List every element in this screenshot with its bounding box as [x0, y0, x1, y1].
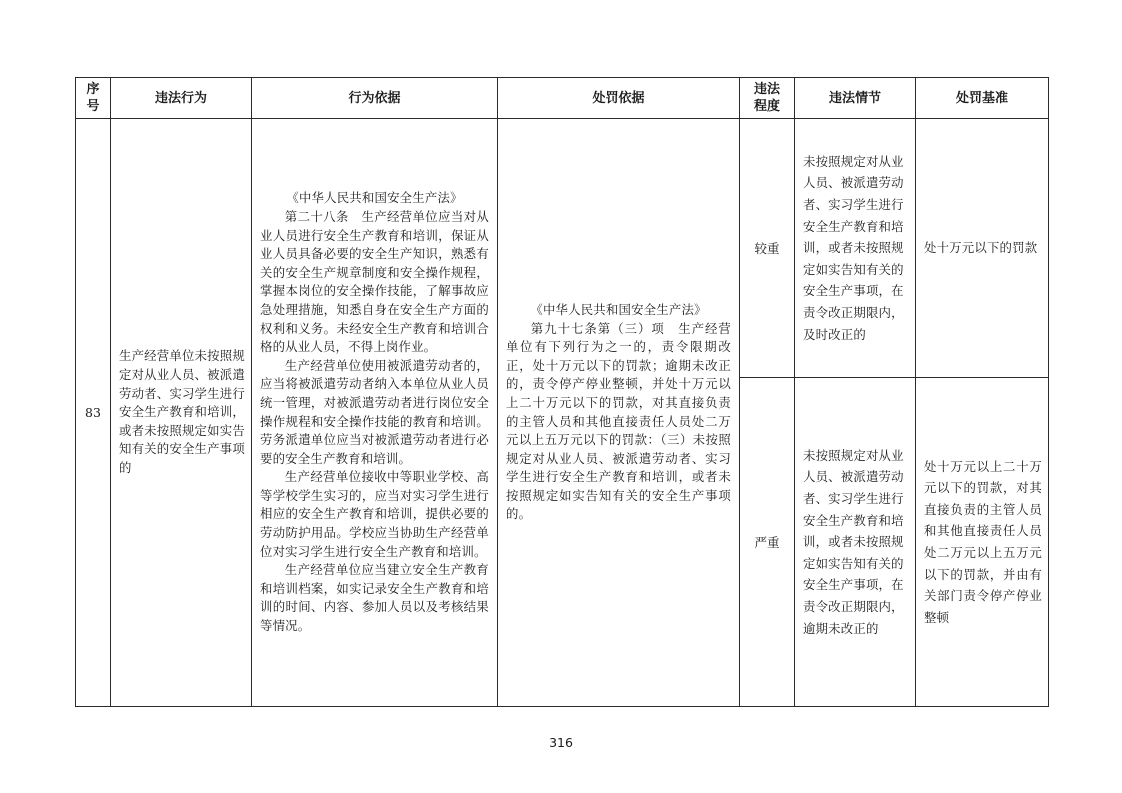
- header-degree: [740, 78, 795, 119]
- standard-cell-severe: 处十万元以上二十万元以下的罚款，对其直接负责的主管人员和其他直接责任人员处二万元以上五万元以下的罚款，并由有关部门责令停产停业整顿: [916, 378, 1049, 707]
- page-number: 316: [549, 735, 573, 750]
- seq-cell: 83: [76, 119, 111, 707]
- penalty-basis-cell: [498, 119, 740, 707]
- header-degree-label: 违法程度: [753, 82, 780, 114]
- behavior-basis-law-title: 《中华人民共和国安全生产法》: [286, 190, 463, 206]
- header-circumstance: 违法情节: [795, 78, 916, 119]
- degree-cell-severe: 严重: [740, 378, 795, 707]
- standard-cell-serious: 处十万元以下的罚款: [916, 119, 1049, 378]
- degree-cell-serious: 较重: [740, 119, 795, 378]
- table-header-row: [76, 78, 1049, 119]
- header-penalty-basis: 处罚依据: [498, 78, 740, 119]
- circumstance-cell-severe: 未按照规定对从业人员、被派遣劳动者、实习学生进行安全生产教育和培训，或者未按照规定如实告知有关的安全生产事项，在责令改正期限内，逾期未改正的: [795, 378, 916, 707]
- table-row: [76, 119, 1049, 378]
- behavior-basis-paragraph: 生产经营单位应当建立安全生产教育和培训档案，如实记录安全生产教育和培训的时间、内容、参加人员以及考核结果等情况。: [260, 562, 489, 634]
- header-standard: 处罚基准: [916, 78, 1049, 119]
- header-behavior: 违法行为: [111, 78, 252, 119]
- behavior-cell: 生产经营单位未按照规定对从业人员、被派遣劳动者、实习学生进行安全生产教育和培训，或者未按照规定如实告知有关的安全生产事项的: [111, 119, 252, 707]
- penalty-basis-law-title: 《中华人民共和国安全生产法》: [530, 301, 707, 317]
- header-seq: [76, 78, 111, 119]
- behavior-basis-paragraph: 生产经营单位接收中等职业学校、高等学校学生实习的，应当对实习学生进行相应的安全生产教育和培训，提供必要的劳动防护用品。学校应当协助生产经营单位对实习学生进行安全生产教育和培训。: [260, 469, 489, 559]
- behavior-basis-cell: [252, 119, 498, 707]
- penalty-basis-text: 第九十七条第（三）项 生产经营单位有下列行为之一的，责令限期改正，处十万元以下的罚款；逾期未改正的，责令停产停业整顿，并处十万元以上二十万元以下的罚款，对其直接负责的主管人员和其他直接责任人员处二万元以上五万元以下的罚款：（三）未按照规定对从业人员、被派遣劳动者、实习学生进行安全生产教育和培训，或者未按照规定如实告知有关的安全生产事项的。: [506, 320, 731, 522]
- header-seq-label: 序号: [86, 82, 100, 114]
- circumstance-cell-serious: 未按照规定对从业人员、被派遣劳动者、实习学生进行安全生产教育和培训，或者未按照规定如实告知有关的安全生产事项，在责令改正期限内，及时改正的: [795, 119, 916, 378]
- behavior-basis-paragraph: 生产经营单位使用被派遣劳动者的，应当将被派遣劳动者纳入本单位从业人员统一管理，对被派遣劳动者进行岗位安全操作规程和安全操作技能的教育和培训。劳务派遣单位应当对被派遣劳动者进行必要的安全生产教育和培训。: [260, 357, 489, 466]
- header-behavior-basis: 行为依据: [252, 78, 498, 119]
- penalty-standard-table: [75, 77, 1049, 707]
- behavior-basis-paragraph: 第二十八条 生产经营单位应当对从业人员进行安全生产教育和培训，保证从业人员具备必要的安全生产知识，熟悉有关的安全生产规章制度和安全操作规程，掌握本岗位的安全操作技能，了解事故应急处理措施，知悉自身在安全生产方面的权利和义务。未经安全生产教育和培训合格的从业人员，不得上岗作业。: [260, 208, 489, 355]
